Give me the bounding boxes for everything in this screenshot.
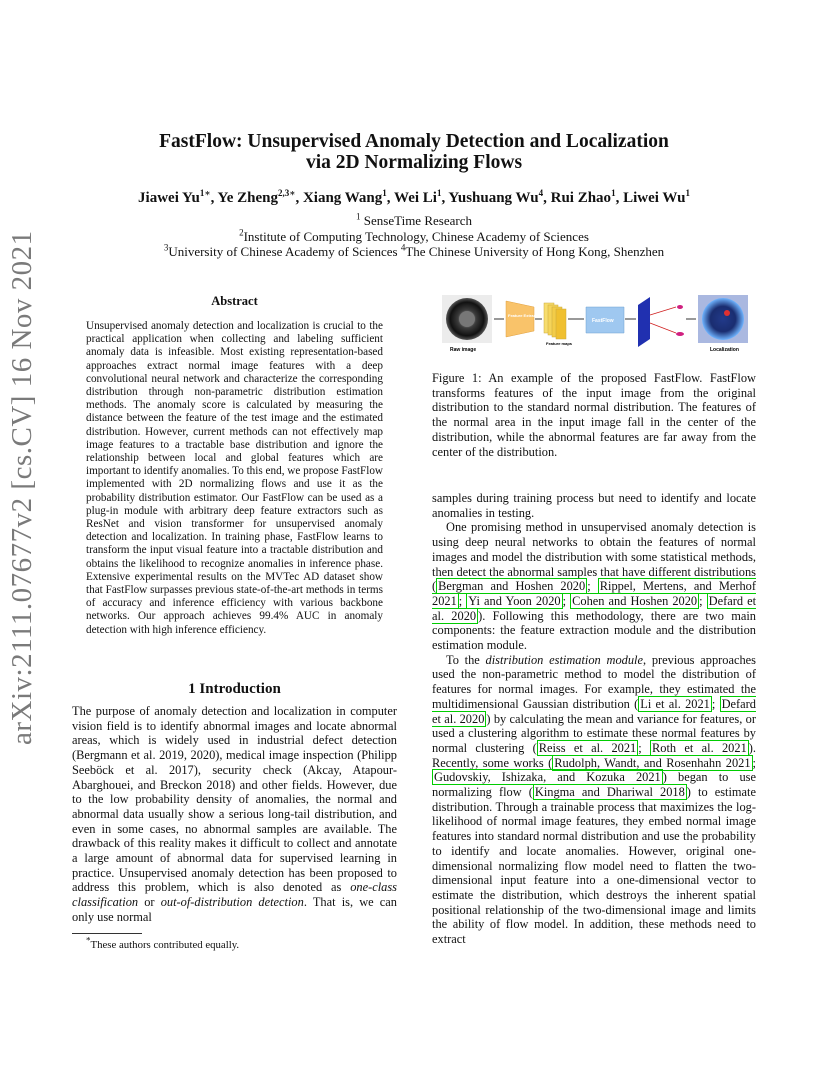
affil-text: SenseTime Research <box>360 213 472 228</box>
intro-emphasis: out-of-distribution detection <box>160 895 304 910</box>
paragraph-text: One promising method in unsupervised anomaly detection is using deep neural networks to obtain the features of normal images and model the distribution with some statistical methods, then detect the abnormal samples that have different distributions ( <box>432 520 756 594</box>
author-affil-mark: 1∗ <box>199 188 211 198</box>
fastflow-label: FastFlow <box>592 318 614 324</box>
right-paragraph-1: samples during training process but need to identify and locate anomalies in testing. <box>432 491 756 520</box>
citation-separator: ; <box>752 755 756 770</box>
author-affil-mark: 4 <box>538 188 544 198</box>
arxiv-identifier: arXiv:2111.07677v2 [cs.CV] 16 Nov 2021 <box>6 230 38 745</box>
author: Yushuang Wu <box>448 190 539 206</box>
author-affil-mark: 1 <box>382 188 387 198</box>
distribution-plane <box>638 297 650 347</box>
figure-1-caption: Figure 1: An example of the proposed FastFlow. FastFlow transforms features of the input image from the original distribution to the standard normal distribution. The features of the normal area in the input image fall in the center of the distribution, while the abnormal features are far away from the center of the distribution. <box>432 371 756 459</box>
paragraph-emphasis: distribution estimation module <box>485 652 643 667</box>
author: Liwei Wu <box>623 190 686 206</box>
citation-link[interactable]: Rippel, Mertens, and Merhof 2021 <box>432 579 756 608</box>
citation-separator: ; <box>699 593 707 608</box>
paragraph-text: ) to estimate distribution. Through a trainable process that maximizes the log-likelihood of normal image features, they embed normal image features into standard normal distribution and use the probability to identify and locate anomalies. However, original one-dimensional normalizing flow model need to flatten the two-dimensional input feature into a one-dimensional vector to estimate the distribution, which destroys the inherent spatial positional relationship of the two-dimensional image and limits the ability of flow model. In addition, these methods need to extract <box>432 785 756 947</box>
citation-link[interactable]: Yi and Yoon 2020 <box>468 593 561 608</box>
raw-image-label: Raw image <box>450 347 477 353</box>
intro-text: . That is, we can only use normal <box>72 895 397 924</box>
feature-maps <box>544 303 566 339</box>
author: Jiawei Yu <box>138 190 200 206</box>
author-affil-mark: 1 <box>436 188 442 198</box>
author: Xiang Wang <box>302 190 383 206</box>
citation-link[interactable]: Li et al. 2021 <box>640 696 710 711</box>
affil-mark: 1 <box>356 211 361 222</box>
title-line-1: FastFlow: Unsupervised Anomaly Detection and Localization <box>159 131 669 152</box>
citation-link[interactable]: Bergman and Hoshen 2020 <box>438 579 586 594</box>
citation-link[interactable]: Defard et al. 2020 <box>432 593 757 623</box>
feature-extractor-label: Feature Extractor <box>508 313 542 318</box>
paragraph-text: ). Following this methodology, there are two main components: the feature extraction module and the distribution estimation module. <box>432 608 756 653</box>
affiliation-1 <box>60 213 768 228</box>
citation-separator: ; <box>562 593 571 608</box>
citation-link[interactable]: Cohen and Hoshen 2020 <box>572 593 698 608</box>
footnote <box>86 935 240 951</box>
citation-link[interactable]: Gudovskiy, Ishizaka, and Kozuka 2021 <box>434 770 661 785</box>
citation-link[interactable]: Kingma and Dhariwal 2018 <box>534 785 685 800</box>
affil-mark: 3 <box>163 242 169 253</box>
right-paragraph-3 <box>432 653 756 947</box>
citation-link[interactable]: Roth et al. 2021 <box>651 740 747 755</box>
citation-link[interactable]: Rudolph, Wandt, and Rosenhahn 2021 <box>554 755 751 770</box>
paragraph-text: ). Recently, some works ( <box>432 740 756 770</box>
citation-link[interactable]: Defard et al. 2020 <box>432 696 756 726</box>
author-list: Jiawei $Yu^{1∗}$, Ye Zheng$^{2,3∗}$, Xiang Wang$^1$, Wei Li$^1$, Yushuang Wu$^4$, Rui Zhao$^1$, Liwei Wu$^1$ <box>138 188 690 206</box>
citation-separator: ; <box>458 593 467 608</box>
author-affil-mark: 2,3∗ <box>277 188 296 198</box>
citation-link[interactable]: Reiss et al. 2021 <box>538 740 637 755</box>
figure-1-diagram <box>438 293 752 355</box>
section-heading-introduction: 1 Introduction <box>188 681 281 697</box>
affil-mark: 4 <box>400 242 406 253</box>
affil-text: The Chinese University of Hong Kong, Shenzhen <box>405 244 665 259</box>
author-affil-mark: 1 <box>685 188 690 198</box>
paper-title <box>100 131 728 173</box>
footnote-mark: * <box>86 935 91 946</box>
paragraph-text: To the <box>446 652 486 667</box>
anomaly-point <box>676 332 684 336</box>
intro-text: or <box>138 895 161 910</box>
feature-extractor-block <box>506 301 534 337</box>
citation-separator: ; <box>587 579 598 594</box>
affil-text: University of Chinese Academy of Sciences <box>168 244 401 259</box>
localization-label: Localization <box>710 347 739 353</box>
right-column <box>432 491 756 947</box>
figure-1 <box>438 293 752 355</box>
affil-mark: 2 <box>239 227 244 238</box>
citation-separator: ; <box>711 696 720 711</box>
citation-separator: ; <box>638 740 650 755</box>
author: Rui Zhao <box>550 190 612 206</box>
paragraph-text: ) by calculating the mean and variance for features, or used a clustering algorithm to estimate these normal features by normal clustering ( <box>432 711 756 755</box>
footnote-rule <box>72 933 142 934</box>
abstract-heading: Abstract <box>211 294 258 308</box>
title-line-2: via 2D Normalizing Flows <box>305 152 523 173</box>
abstract-body: Unsupervised anomaly detection and localization is crucial to the practical application when collecting and labeling sufficient anomaly data is infeasible. Most existing representation-based approaches extract normal image features with a deep convolutional neural network and characterize the corresponding distribution through non-parametric distribution estimation methods. The anomaly score is calculated by measuring the distance between the feature of the test image and the estimated distribution. However, current methods can not effectively map image features to a tractable base distribution and ignore the relationship between local and global features which are important to identify anomalies. To this end, we propose FastFlow implemented with 2D normalizing flows and use it as the probability distribution estimator. Our FastFlow can be used as a plug-in module with arbitrary deep feature extractors such as ResNet and vision transformer for unsupervised anomaly detection and localization. In training phase, FastFlow learns to transform the input visual feature into a tractable distribution and obtains the likelihood to recognize anomalies in inference phase. Extensive experimental results on the MVTec AD dataset show that FastFlow surpasses previous state-of-the-art methods in terms of accuracy and inference efficiency with various backbone networks. Our approach achieves 99.4% AUC in anomaly detection with high inference efficiency. <box>86 320 383 636</box>
anomaly-point <box>677 305 683 309</box>
affiliation-3-4 <box>60 244 768 259</box>
author-affil-mark: 1 <box>611 188 616 198</box>
affil-text: Institute of Computing Technology, Chinese Academy of Sciences <box>243 229 589 244</box>
intro-emphasis: one-class classification <box>72 880 397 910</box>
paragraph-text: ) began to use normalizing flow ( <box>432 770 756 800</box>
feature-maps-label: Feature maps <box>546 341 573 346</box>
intro-text: The purpose of anomaly detection and localization in computer vision field is to identify abnormal images and locate abnormal areas, which is widely used in industrial defect detection (Bergmann et al. 2019, 2020), medical image inspection (Philipp Seeböck et al. 2017), security check (Akcay, Atapour-Abarghouei, and Breckon 2018) and other fields. However, due to the low probability density of anomalies, the normal and abnormal data usually show a serious long-tail distribution, and even in some cases, no abnormal samples are available. The drawback of this reality makes it difficult to collect and annotate a large amount of abnormal data for supervised learning in practice. Unsupervised anomaly detection has been proposed to address this problem, which is also denoted as <box>72 704 397 895</box>
author: Wei Li <box>394 190 437 206</box>
right-paragraph-2 <box>432 520 756 652</box>
paragraph-text: , previous approaches used the non-parametric method to model the distribution of features for normal images. For example, they estimated the multidimensional Gaussian distribution ( <box>432 652 756 711</box>
intro-paragraph <box>72 704 397 925</box>
footnote-text: These authors contributed equally. <box>90 939 240 951</box>
author: Ye Zheng <box>217 190 278 206</box>
